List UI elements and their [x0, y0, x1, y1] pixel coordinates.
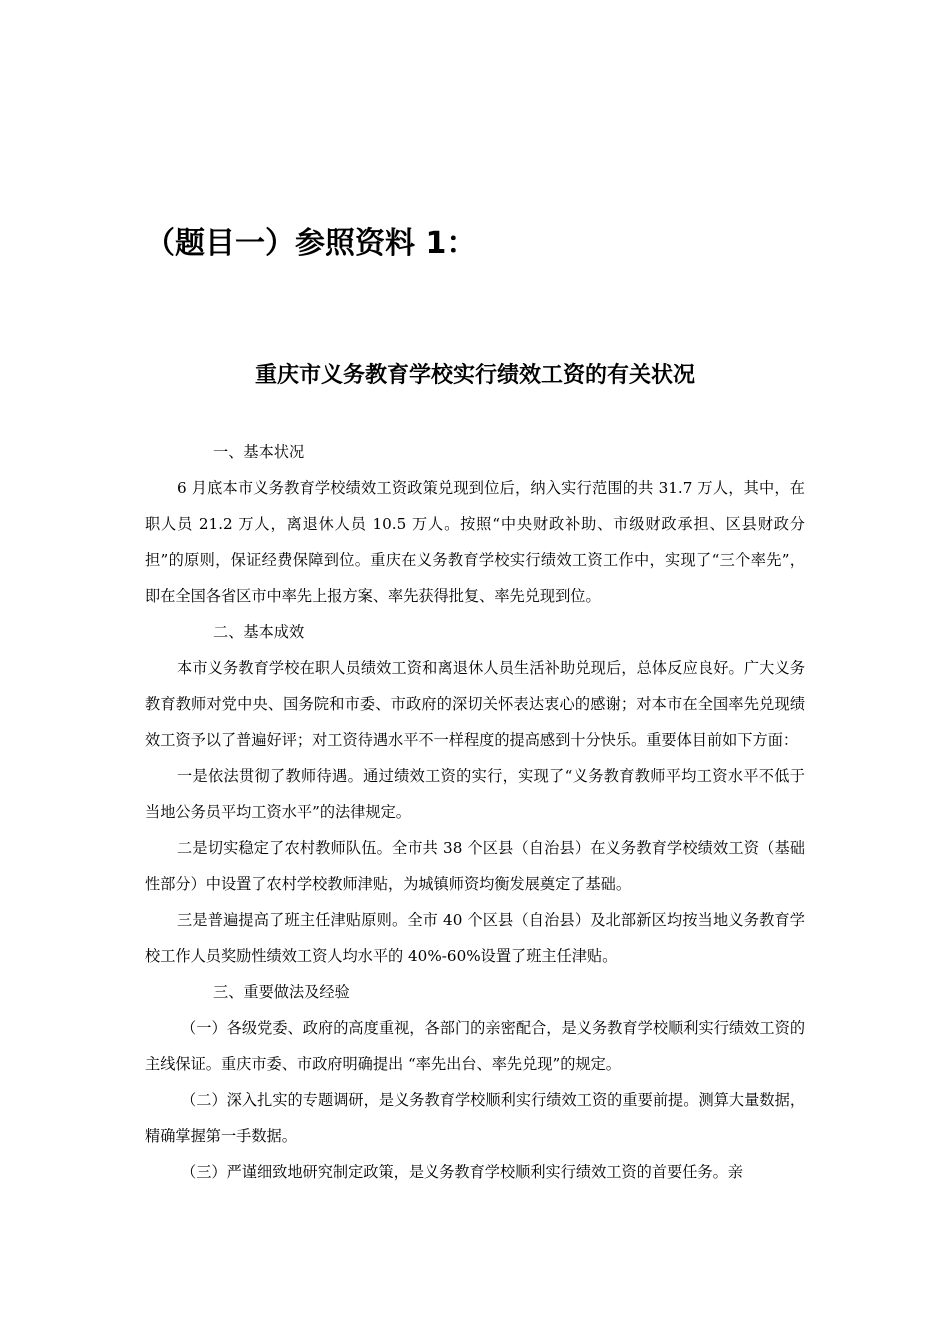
- paragraph: （二）深入扎实的专题调研，是义务教育学校顺利实行绩效工资的重要前提。测算大量数据，精确掌握第一手数据。: [145, 1091, 805, 1145]
- section-heading-practices: 三、重要做法及经验: [213, 983, 350, 1001]
- paragraph: 二是切实稳定了农村教师队伍。全市共 38 个区县（自治县）在义务教育学校绩效工资（基础性部分）中设置了农村学校教师津贴，为城镇师资均衡发展奠定了基础。: [145, 839, 805, 893]
- section-heading-basic-situation: 一、基本状况: [213, 443, 305, 461]
- section-heading-basic-results: 二、基本成效: [213, 623, 305, 641]
- paragraph: 三是普遍提高了班主任津贴原则。全市 40 个区县（自治县）及北部新区均按当地义务教育学校工作人员奖励性绩效工资人均水平的 40%-60%设置了班主任津贴。: [145, 911, 805, 965]
- document-body: [145, 434, 805, 1190]
- paragraph: 本市义务教育学校在职人员绩效工资和离退休人员生活补助兑现后，总体反应良好。广大义务教育教师对党中央、国务院和市委、市政府的深切关怀表达衷心的感谢；对本市在全国率先兑现绩效工资予以了普遍好评；对工资待遇水平不一样程度的提高感到十分快乐。重要体目前如下方面：: [145, 659, 805, 749]
- paragraph: （三）严谨细致地研究制定政策，是义务教育学校顺利实行绩效工资的首要任务。亲: [181, 1163, 743, 1181]
- paragraph: 6 月底本市义务教育学校绩效工资政策兑现到位后，纳入实行范围的共 31.7 万人，其中，在职人员 21.2 万人，离退休人员 10.5 万人。按照“中央财政补助、市级财政承担、区县财政分担”的原则，保证经费保障到位。重庆在义务教育学校实行绩效工资工作中，实现了“三个率先”，即在全国各省区市中率先上报方案、率先获得批复、率先兑现到位。: [145, 479, 805, 605]
- paragraph: （一）各级党委、政府的高度重视，各部门的亲密配合，是义务教育学校顺利实行绩效工资的主线保证。重庆市委、市政府明确提出 “率先出台、率先兑现”的规定。: [145, 1019, 805, 1073]
- document-heading: （题目一）参照资料 1：: [145, 226, 477, 261]
- document-title: 重庆市义务教育学校实行绩效工资的有关状况: [254, 363, 695, 388]
- paragraph: 一是依法贯彻了教师待遇。通过绩效工资的实行，实现了“义务教育教师平均工资水平不低于当地公务员平均工资水平”的法律规定。: [145, 767, 805, 821]
